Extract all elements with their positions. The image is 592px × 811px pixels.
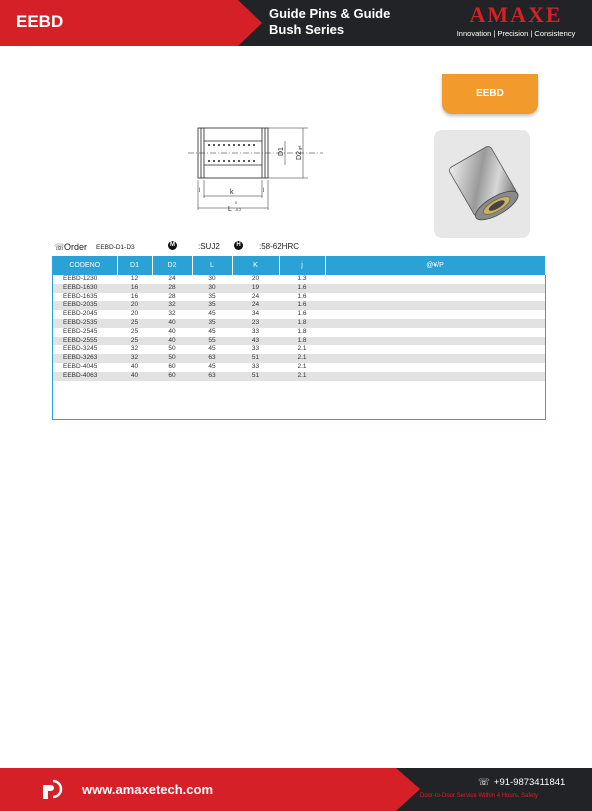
column-header: K — [232, 256, 279, 275]
table-cell: 63 — [192, 354, 232, 363]
table-cell: 30 — [192, 284, 232, 293]
table-row — [53, 275, 545, 284]
table-cell: 28 — [152, 284, 192, 293]
series-line-1: Guide Pins & Guide — [269, 6, 391, 21]
table-cell — [325, 354, 545, 363]
label-d2: D2 — [296, 151, 303, 160]
table-cell: 28 — [152, 293, 192, 302]
table-cell: 19 — [232, 284, 279, 293]
hardness-value: :58-62HRC — [259, 242, 300, 251]
table-cell: 40 — [117, 363, 152, 372]
table-cell — [325, 372, 545, 381]
table-cell: 2.1 — [279, 372, 325, 381]
hardness-badge: H — [234, 241, 243, 250]
table-cell: 2.1 — [279, 345, 325, 354]
phone-number: +91-9873411841 — [493, 777, 566, 788]
table-cell — [325, 293, 545, 302]
label-j-right: j — [263, 187, 265, 193]
table-cell: 1.6 — [279, 293, 325, 302]
column-header: @¥/P — [325, 256, 545, 275]
table-cell: 12 — [117, 275, 152, 284]
table-cell — [325, 319, 545, 328]
table-cell: 35 — [192, 301, 232, 310]
table-row — [53, 337, 545, 346]
table-cell — [325, 328, 545, 337]
label-l-tol-top: 0 — [235, 201, 237, 205]
label-j-left: j — [199, 187, 201, 193]
table-cell — [325, 363, 545, 372]
table-cell: 1.8 — [279, 328, 325, 337]
table-cell: 2.1 — [279, 354, 325, 363]
table-row — [53, 284, 545, 293]
table-cell: EEBD-4045 — [53, 363, 117, 372]
table-cell: 45 — [192, 345, 232, 354]
table-cell: 40 — [152, 319, 192, 328]
table-cell: 60 — [152, 372, 192, 381]
table-row — [53, 345, 545, 354]
table-cell: 32 — [152, 301, 192, 310]
table-cell: 55 — [192, 337, 232, 346]
product-tag: EEBD — [442, 74, 538, 114]
table-row — [53, 310, 545, 319]
table-cell: 25 — [117, 337, 152, 346]
table-cell — [325, 310, 545, 319]
table-cell: 20 — [232, 275, 279, 284]
label-d1: D1 — [278, 147, 285, 156]
table-cell: 16 — [117, 293, 152, 302]
table-header-row — [53, 256, 545, 275]
series-title — [269, 6, 390, 38]
column-header: CODENO — [53, 256, 117, 275]
table-cell: EEBD-2545 — [53, 328, 117, 337]
table-row — [53, 301, 545, 310]
column-header: D2 — [152, 256, 192, 275]
brand-tagline: Innovation | Precision | Consistency — [456, 29, 576, 38]
table-cell: 1.3 — [279, 275, 325, 284]
table-row — [53, 354, 545, 363]
table-cell: EEBD-1635 — [53, 293, 117, 302]
table-cell: EEBD-3245 — [53, 345, 117, 354]
table-cell: 20 — [117, 301, 152, 310]
table-cell: EEBD-4063 — [53, 372, 117, 381]
table-cell: 1.6 — [279, 284, 325, 293]
table-cell: 40 — [117, 372, 152, 381]
table-cell: EEBD-1230 — [53, 275, 117, 284]
table-cell: 1.6 — [279, 301, 325, 310]
column-header: L — [192, 256, 232, 275]
brand-name: AMAXE — [469, 2, 563, 27]
order-label: Order — [64, 242, 88, 252]
series-line-2: Bush Series — [269, 22, 345, 37]
table-cell: 51 — [232, 354, 279, 363]
table-cell: 1.6 — [279, 310, 325, 319]
table-cell: 60 — [152, 363, 192, 372]
table-cell: 24 — [232, 293, 279, 302]
table-cell — [325, 301, 545, 310]
table-cell: 1.8 — [279, 337, 325, 346]
table-cell — [325, 275, 545, 284]
technical-drawing — [183, 118, 328, 218]
table-cell: 51 — [232, 372, 279, 381]
hand-pointer-icon — [40, 779, 66, 801]
telephone-icon: ☏ — [478, 777, 490, 788]
table-cell: 16 — [117, 284, 152, 293]
table-cell: 40 — [152, 337, 192, 346]
table-cell: 45 — [192, 310, 232, 319]
table-cell: EEBD-2045 — [53, 310, 117, 319]
table-cell: 43 — [232, 337, 279, 346]
table-row — [53, 372, 545, 381]
material-badge: M — [170, 242, 175, 248]
table-cell: 33 — [232, 345, 279, 354]
table-cell: 34 — [232, 310, 279, 319]
table-cell: 20 — [117, 310, 152, 319]
column-header: j — [279, 256, 325, 275]
brand-logo — [442, 4, 590, 38]
label-l-tol-bottom: -0.2 — [235, 208, 242, 212]
table-cell: 1.8 — [279, 319, 325, 328]
table-cell: 63 — [192, 372, 232, 381]
table-cell: 24 — [232, 301, 279, 310]
table-cell: 2.1 — [279, 363, 325, 372]
table-cell: 35 — [192, 293, 232, 302]
phone-icon: ☏ — [54, 242, 66, 252]
table-cell: 32 — [117, 345, 152, 354]
material-value: :SUJ2 — [198, 242, 220, 251]
order-info — [54, 241, 554, 255]
label-d2-tolerance: g6 — [297, 145, 302, 150]
column-header: D1 — [117, 256, 152, 275]
table-cell — [325, 345, 545, 354]
table-cell — [325, 337, 545, 346]
table-cell: EEBD-1630 — [53, 284, 117, 293]
table-cell: 32 — [117, 354, 152, 363]
label-l: L — [228, 206, 232, 213]
product-photo — [434, 130, 530, 238]
table-cell: 25 — [117, 319, 152, 328]
table-cell: EEBD-3263 — [53, 354, 117, 363]
label-k: k — [230, 189, 234, 196]
table-cell: EEBD-2535 — [53, 319, 117, 328]
table-cell: 24 — [152, 275, 192, 284]
table-cell: 32 — [152, 310, 192, 319]
footer-phone — [478, 777, 565, 788]
table-cell: 45 — [192, 328, 232, 337]
table-cell: 35 — [192, 319, 232, 328]
table-cell: EEBD-2555 — [53, 337, 117, 346]
table-cell: 45 — [192, 363, 232, 372]
table-cell: 30 — [192, 275, 232, 284]
table-cell: EEBD-2035 — [53, 301, 117, 310]
table-cell — [325, 284, 545, 293]
service-note: Door-to-Door Service Within 4 Hours, Safety — [420, 793, 539, 799]
linear-bushing-image — [434, 130, 530, 238]
table-row — [53, 319, 545, 328]
order-code: EEBD-D1-D3 — [96, 244, 135, 251]
website-link[interactable]: www.amaxetech.com — [82, 782, 214, 797]
table-row — [53, 293, 545, 302]
table-cell: 33 — [232, 328, 279, 337]
table-cell: 40 — [152, 328, 192, 337]
table-cell: 50 — [152, 345, 192, 354]
table-cell: 23 — [232, 319, 279, 328]
product-code-title: EEBD — [16, 12, 64, 31]
table-cell: 25 — [117, 328, 152, 337]
table-row — [53, 363, 545, 372]
table-row — [53, 328, 545, 337]
table-cell: 50 — [152, 354, 192, 363]
spec-table — [52, 256, 546, 420]
table-cell: 33 — [232, 363, 279, 372]
